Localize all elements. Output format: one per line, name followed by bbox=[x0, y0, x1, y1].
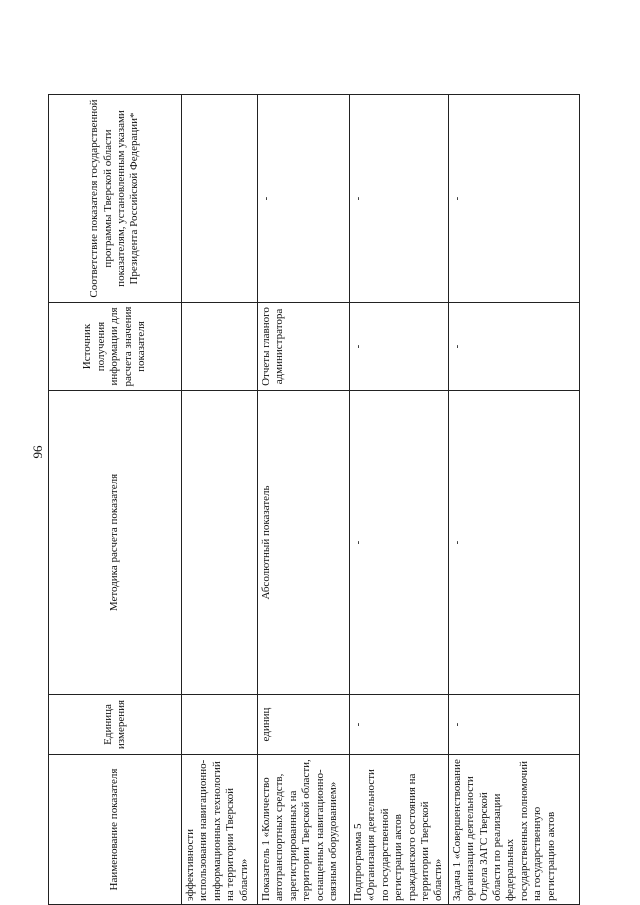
cell-compliance: - bbox=[448, 95, 579, 303]
cell-source bbox=[182, 303, 258, 391]
cell-method bbox=[182, 391, 258, 695]
table-row bbox=[448, 95, 579, 905]
cell-compliance: - bbox=[258, 95, 350, 303]
cell-unit: - bbox=[448, 695, 579, 755]
cell-name: Показатель 1 «Количество автотранспортных средств, зарегистрированных на территории Тверской области, оснащенных навигационно-связным оборудованием» bbox=[258, 755, 350, 905]
cell-name: эффективности использования навигационно-информационных технологий на территории Тверской области» bbox=[182, 755, 258, 905]
cell-compliance: - bbox=[350, 95, 449, 303]
page-number: 96 bbox=[30, 445, 45, 459]
cell-unit: - bbox=[350, 695, 449, 755]
header-name: Наименование показателя bbox=[49, 755, 182, 905]
header-unit: Единица измерения bbox=[49, 695, 182, 755]
cell-method: - bbox=[448, 391, 579, 695]
indicators-table bbox=[48, 94, 580, 905]
cell-method: Абсолютный показатель bbox=[258, 391, 350, 695]
cell-compliance bbox=[182, 95, 258, 303]
table-row bbox=[350, 95, 449, 905]
cell-method: - bbox=[350, 391, 449, 695]
header-method: Методика расчета показателя bbox=[49, 391, 182, 695]
cell-source: - bbox=[350, 303, 449, 391]
cell-unit bbox=[182, 695, 258, 755]
header-source: Источник получения информации для расчета значения показателя bbox=[49, 303, 182, 391]
header-compliance: Соответствие показателя государственной программы Тверской области показателям, установленным указами Президента Российской Федерации* bbox=[49, 95, 182, 303]
cell-source: - bbox=[448, 303, 579, 391]
cell-unit: единиц bbox=[258, 695, 350, 755]
table-header-row bbox=[49, 95, 182, 905]
cell-name: Задача 1 «Совершенствование организации деятельности Отдела ЗАГС Тверской области по реализации федеральных государственных полномочий на государственную регистрацию актов bbox=[448, 755, 579, 905]
table-row bbox=[182, 95, 258, 905]
indicator-table-sheet bbox=[48, 95, 580, 905]
cell-name: Подпрограмма 5 «Организация деятельности по государственной регистрации актов гражданского состояния на территории Тверской области» bbox=[350, 755, 449, 905]
table-row bbox=[258, 95, 350, 905]
cell-source: Отчеты главного администратора bbox=[258, 303, 350, 391]
